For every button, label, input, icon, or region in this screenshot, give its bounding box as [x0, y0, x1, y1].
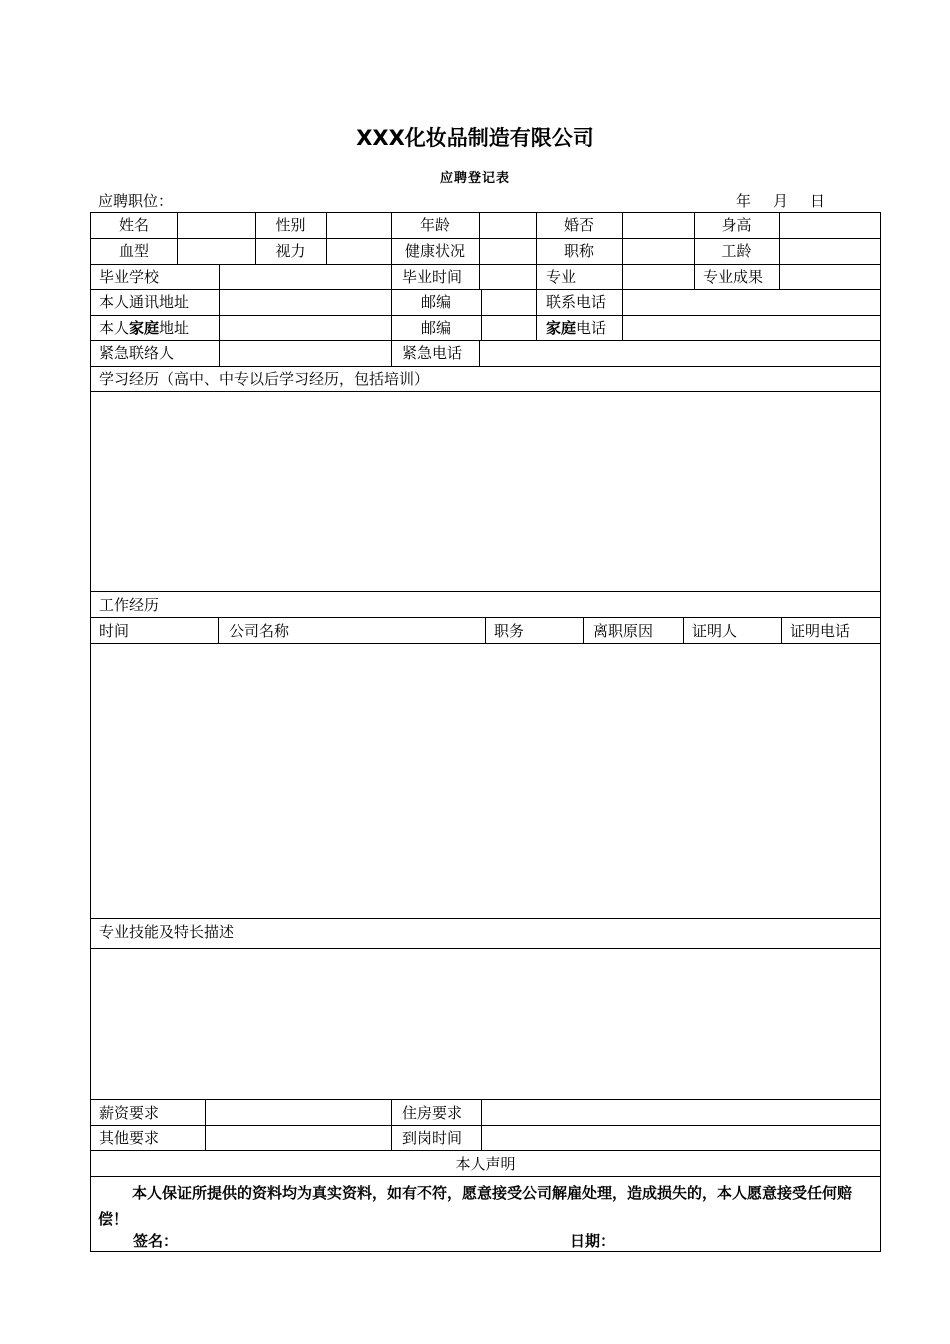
- home-address-bold: 家庭: [129, 319, 160, 337]
- blood-type-label: 血型: [118, 242, 149, 260]
- mail-address-label: 本人通讯地址: [99, 293, 190, 311]
- postcode-label-2: 邮编: [420, 319, 451, 337]
- gender-label: 性别: [275, 216, 306, 234]
- work-header-position: 职务: [494, 622, 525, 640]
- date-label: 日期：: [570, 1232, 616, 1250]
- home-phone-bold: 家庭: [546, 319, 577, 337]
- title-label: 职称: [563, 242, 594, 260]
- date-line: [736, 190, 847, 211]
- home-address-label: [99, 319, 189, 337]
- position-label: 应聘职位：: [98, 192, 174, 210]
- signature-label: 签名：: [133, 1232, 179, 1250]
- home-address-prefix: 本人: [99, 319, 130, 337]
- school-label: 毕业学校: [99, 268, 160, 286]
- name-label: 姓名: [118, 216, 149, 234]
- graduation-time-label: 毕业时间: [402, 268, 463, 286]
- health-label: 健康状况: [404, 242, 465, 260]
- work-section-title: 工作经历: [99, 596, 160, 614]
- emergency-contact-label: 紧急联络人: [99, 344, 175, 362]
- home-address-suffix: 地址: [159, 319, 190, 337]
- arrival-time-label: 到岗时间: [402, 1129, 463, 1147]
- work-header-referee: 证明人: [692, 622, 738, 640]
- skills-section-title: 专业技能及特长描述: [99, 923, 235, 941]
- postcode-label: 邮编: [420, 293, 451, 311]
- other-requirements-label: 其他要求: [99, 1129, 160, 1147]
- age-label: 年龄: [419, 216, 450, 234]
- year-label: 年: [736, 192, 752, 210]
- form-subtitle: 应聘登记表: [439, 171, 510, 186]
- emergency-phone-label: 紧急电话: [402, 344, 463, 362]
- declaration-title: 本人声明: [455, 1155, 516, 1173]
- day-label: 日: [810, 192, 826, 210]
- company-title: XXX化妆品制造有限公司: [356, 126, 594, 150]
- declaration-text: 本人保证所提供的资料均为真实资料，如有不符，愿意接受公司解雇处理，造成损失的，本人愿意接受任何赔偿！: [98, 1184, 853, 1228]
- education-section-title: 学习经历（高中、中专以后学习经历，包括培训）: [99, 370, 430, 388]
- home-phone-suffix: 电话: [576, 319, 607, 337]
- vision-label: 视力: [275, 242, 306, 260]
- housing-label: 住房要求: [402, 1104, 463, 1122]
- work-header-reason: 离职原因: [593, 622, 654, 640]
- work-header-company: 公司名称: [229, 622, 290, 640]
- home-phone-label: [546, 319, 606, 337]
- contact-phone-label: 联系电话: [546, 293, 607, 311]
- marital-label: 婚否: [563, 216, 594, 234]
- height-label: 身高: [721, 216, 752, 234]
- major-label: 专业: [546, 268, 577, 286]
- seniority-label: 工龄: [721, 242, 752, 260]
- work-header-time: 时间: [99, 622, 130, 640]
- month-label: 月: [773, 192, 789, 210]
- work-header-referee-phone: 证明电话: [790, 622, 851, 640]
- achievements-label: 专业成果: [703, 268, 764, 286]
- salary-label: 薪资要求: [99, 1104, 160, 1122]
